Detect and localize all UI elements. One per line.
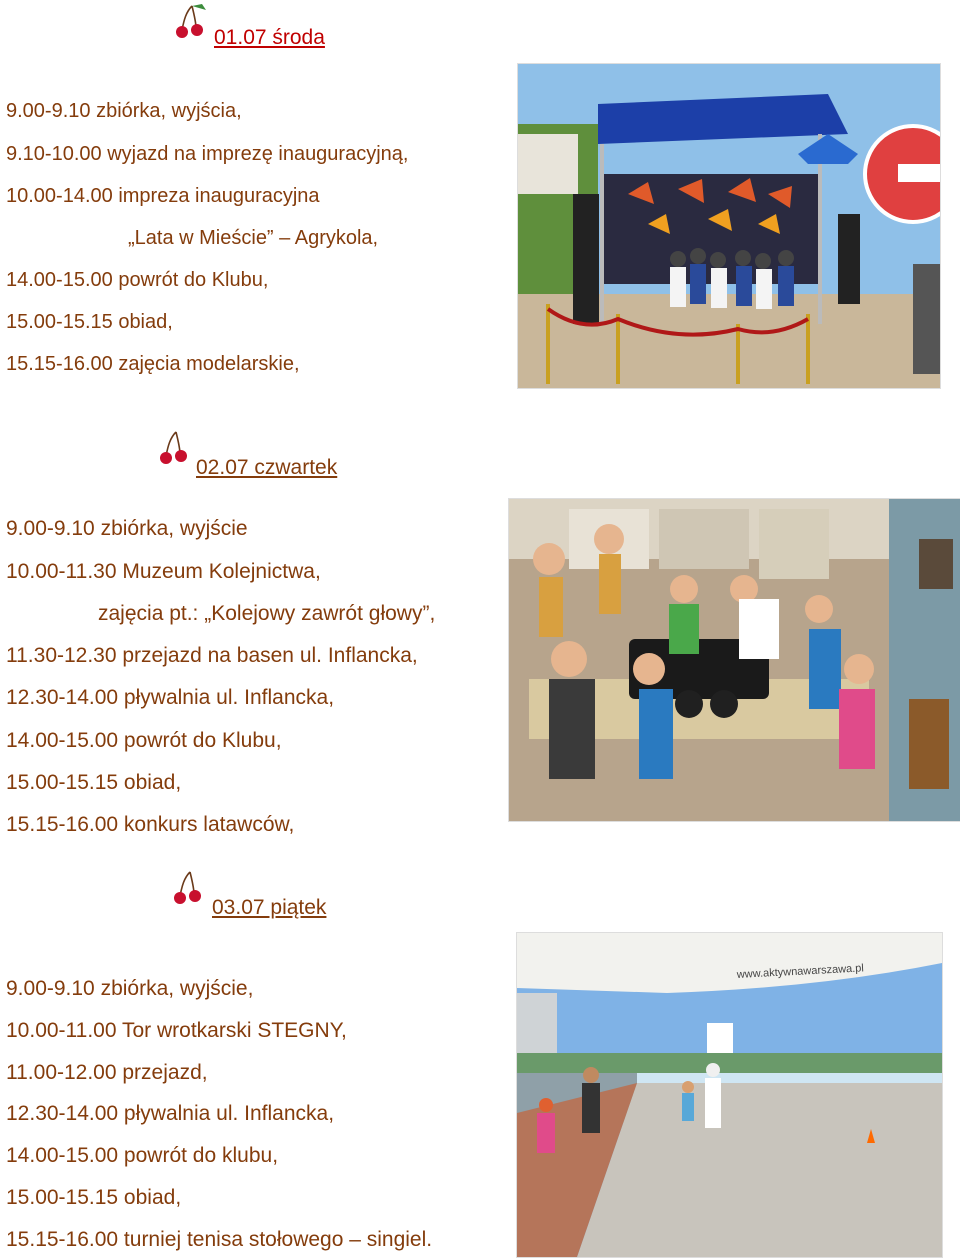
schedule-line: 10.00-11.30 Muzeum Kolejnictwa, — [6, 560, 321, 583]
schedule-line: 15.15-16.00 turniej tenisa stołowego – singiel. — [6, 1228, 433, 1251]
schedule-line: 10.00-14.00 impreza inauguracyjna — [6, 185, 320, 207]
schedule-line: zajęcia pt.: „Kolejowy zawrót głowy”, — [98, 602, 436, 625]
schedule-line: 11.30-12.30 przejazd na basen ul. Inflancka, — [6, 644, 418, 667]
schedule-line: 15.00-15.15 obiad, — [6, 1186, 182, 1209]
day-heading: 03.07 piątek — [212, 896, 327, 919]
schedule-line: 15.15-16.00 zajęcia modelarskie, — [6, 353, 300, 375]
day-heading: 02.07 czwartek — [196, 456, 338, 479]
schedule-line: „Lata w Mieście” – Agrykola, — [128, 227, 379, 249]
schedule-line: 9.00-9.10 zbiórka, wyjście — [6, 517, 248, 540]
schedule-line: 9.00-9.10 zbiórka, wyjście, — [6, 977, 254, 1000]
schedule-line: 15.00-15.15 obiad, — [6, 311, 173, 333]
schedule-line: 15.00-15.15 obiad, — [6, 771, 182, 794]
sign-text: www.aktywnawarszawa.pl — [736, 962, 865, 981]
schedule-line: 14.00-15.00 powrót do Klubu, — [6, 729, 282, 752]
schedule-line: 11.00-12.00 przejazd, — [6, 1061, 208, 1084]
schedule-line: 12.30-14.00 pływalnia ul. Inflancka, — [6, 686, 335, 709]
schedule-line: 12.30-14.00 pływalnia ul. Inflancka, — [6, 1102, 335, 1125]
skating-track-photo — [516, 932, 943, 1258]
schedule-line: 9.00-9.10 zbiórka, wyjścia, — [6, 100, 242, 122]
day-heading: 01.07 środa — [214, 26, 325, 49]
cherry-icon — [156, 428, 198, 468]
schedule-line: 9.10-10.00 wyjazd na imprezę inauguracyjną, — [6, 143, 409, 165]
railway-museum-photo — [508, 498, 960, 822]
schedule-line: 10.00-11.00 Tor wrotkarski STEGNY, — [6, 1019, 347, 1042]
event-stage-photo — [517, 63, 941, 389]
cherry-icon — [170, 868, 212, 908]
schedule-line: 14.00-15.00 powrót do Klubu, — [6, 269, 269, 291]
cherry-icon — [172, 2, 214, 42]
schedule-line: 14.00-15.00 powrót do klubu, — [6, 1144, 279, 1167]
schedule-line: 15.15-16.00 konkurs latawców, — [6, 813, 295, 836]
